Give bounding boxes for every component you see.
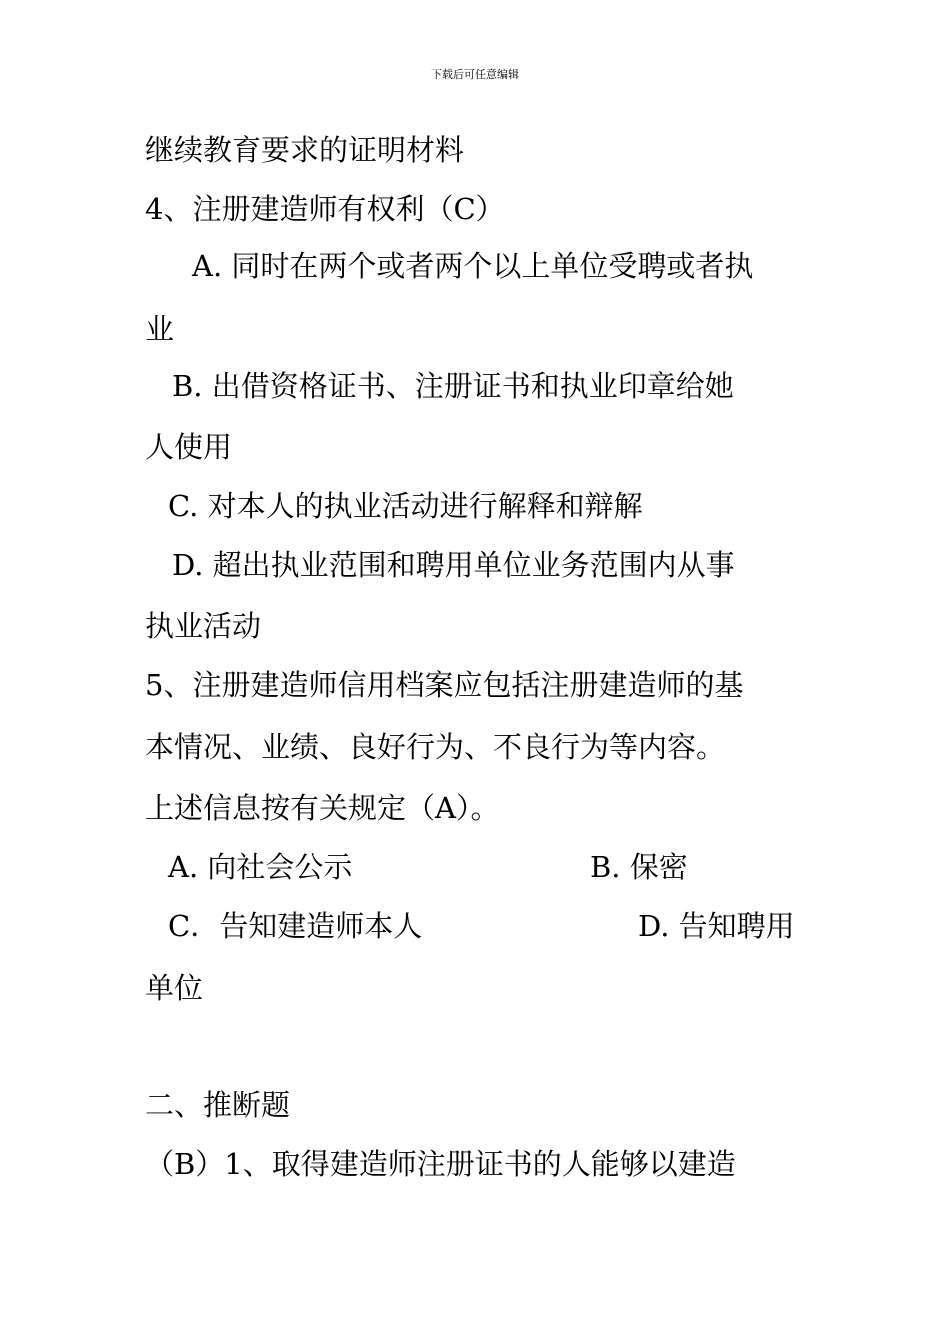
page-header: 下载后可任意编辑 [431, 68, 519, 81]
option-5d: D. 告知聘用 [638, 909, 795, 943]
option-5a: A. 向社会公示 [168, 850, 353, 884]
text-line: 本情况、业绩、良好行为、不良行为等内容。 [145, 730, 726, 764]
text-line: 上述信息按有关规定（A）。 [145, 791, 500, 825]
text-line: 单位 [145, 971, 204, 1005]
option-4c: C. 对本人的执业活动进行解释和辩解 [168, 489, 643, 523]
text-line: 业 [145, 312, 175, 346]
section-heading: 二、推断题 [145, 1088, 291, 1122]
question-5: 5、注册建造师信用档案应包括注册建造师的基 [145, 668, 744, 702]
option-5c: C．告知建造师本人 [168, 909, 423, 943]
option-4b: B. 出借资格证书、注册证书和执业印章给她 [172, 369, 734, 403]
text-line: 人使用 [145, 430, 233, 464]
option-5b: B. 保密 [590, 850, 688, 884]
option-4a: A. 同时在两个或者两个以上单位受聘或者执 [192, 249, 754, 283]
judgement-question-1: （B）1、取得建造师注册证书的人能够以建造 [145, 1147, 736, 1181]
text-line: 继续教育要求的证明材料 [145, 133, 465, 167]
option-4d: D. 超出执业范围和聘用单位业务范围内从事 [172, 548, 735, 582]
question-4: 4、注册建造师有权利（C） [145, 192, 505, 226]
text-line: 执业活动 [145, 609, 262, 643]
